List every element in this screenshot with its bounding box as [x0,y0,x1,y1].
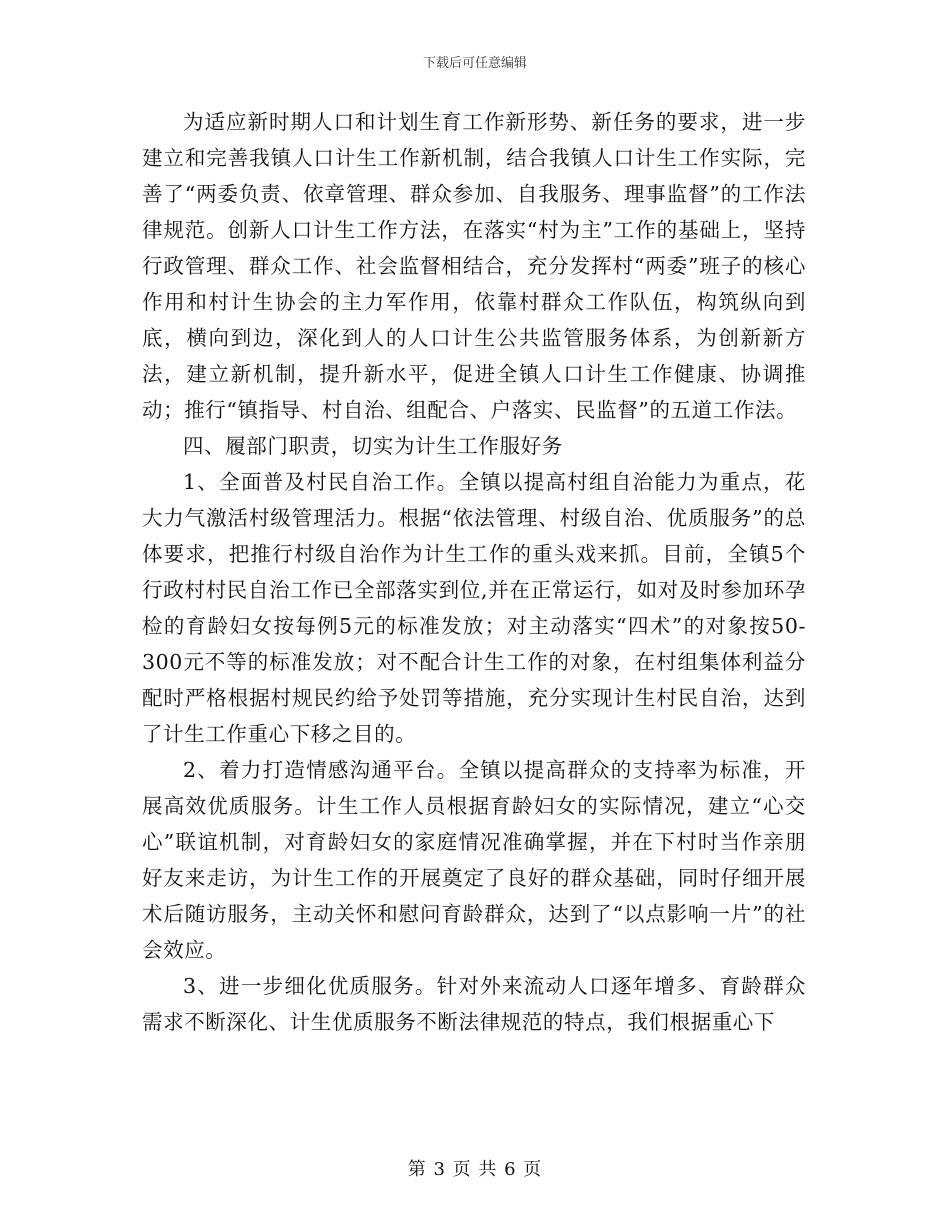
paragraph-work-mechanism: 为适应新时期人口和计划生育工作新形势、新任务的要求，进一步建立和完善我镇人口计生工作新机制，结合我镇人口计生工作实际，完善了“两委负责、依章管理、群众参加、自我服务、理事监督”的工作法律规范。创新人口计生工作方法，在落实“村为主”工作的基础上，坚持行政管理、群众工作、社会监督相结合，充分发挥村“两委”班子的核心作用和村计生协会的主力军作用，依靠村群众工作队伍，构筑纵向到底，横向到边，深化到人的人口计生公共监管服务体系，为创新新方法，建立新机制，提升新水平，促进全镇人口计生工作健康、协调推动；推行“镇指导、村自治、组配合、户落实、民监督”的五道工作法。 [142,110,806,422]
section-heading-four: 四、履部门职责，切实为计生工作服好务 [183,434,563,458]
paragraph-quality-service: 3、进一步细化优质服务。针对外来流动人口逐年增多、育龄群众需求不断深化、计生优质服务不断法律规范的特点，我们根据重心下 [142,974,806,1034]
page-number: 第 3 页 共 6 页 [407,1159,543,1180]
document-body [142,104,806,1040]
paragraph-emotional-communication: 2、着力打造情感沟通平台。全镇以提高群众的支持率为标准，开展高效优质服务。计生工作人员根据育龄妇女的实际情况，建立“心交心”联谊机制，对育龄妇女的家庭情况准确掌握，并在下村时当作亲朋好友来走访，为计生工作的开展奠定了良好的群众基础，同时仔细开展术后随访服务，主动关怀和慰问育龄群众，达到了“以点影响一片”的社会效应。 [142,758,806,962]
page-header-note: 下载后可任意编辑 [422,56,527,71]
paragraph-villager-autonomy: 1、全面普及村民自治工作。全镇以提高村组自治能力为重点，花大力气激活村级管理活力。根据“依法管理、村级自治、优质服务”的总体要求，把推行村级自治作为计生工作的重头戏来抓。目前，全镇5个行政村村民自治工作已全部落实到位,并在正常运行，如对及时参加环孕检的育龄妇女按每例5元的标准发放；对主动落实“四术”的对象按50-300元不等的标准发放；对不配合计生工作的对象，在村组集体利益分配时严格根据村规民约给予处罚等措施，充分实现计生村民自治，达到了计生工作重心下移之目的。 [142,470,806,746]
